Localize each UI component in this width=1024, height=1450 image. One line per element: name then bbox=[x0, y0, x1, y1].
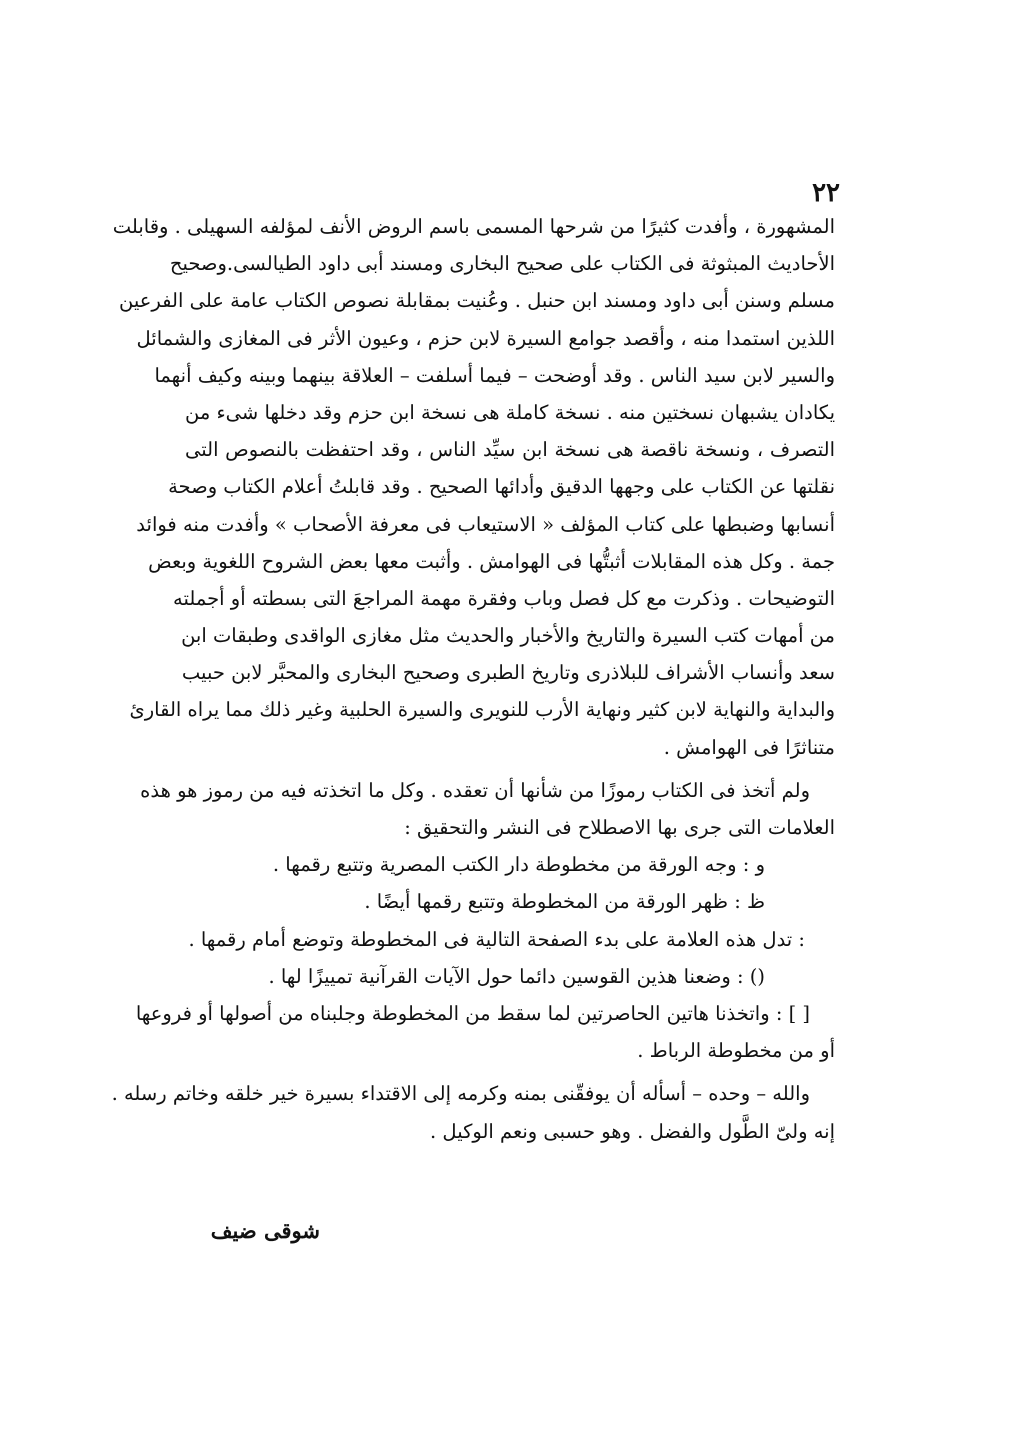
text-line: يكادان يشبهان نسختين منه . نسخة كاملة هى نسخة ابن حزم وقد دخلها شىء من bbox=[185, 400, 835, 424]
text-line: سعد وأنساب الأشراف للبلاذرى وتاريخ الطبرى وصحيح البخارى والمحبَّر لابن حبيب bbox=[181, 661, 835, 685]
text-line: التوضيحات . وذكرت مع كل فصل وباب وفقرة مهمة المراجعَ التى بسطته أو أجملته bbox=[173, 586, 835, 610]
text-line: المشهورة ، وأفدت كثيرًا من شرحها المسمى باسم الروض الأنف لمؤلفه السهيلى . وقابلت bbox=[112, 215, 835, 238]
text-line: من أمهات كتب السيرة والتاريخ والأخبار والحديث مثل مغازى الواقدى وطبقات ابن bbox=[181, 624, 835, 648]
text-line: نقلتها عن الكتاب على وجهها الدقيق وأدائها الصحيح . وقد قابلتُ أعلام الكتاب وصحة bbox=[168, 475, 835, 499]
author-signature: شوقى ضيف bbox=[210, 1218, 320, 1243]
page-number: ٢٢ bbox=[812, 178, 840, 208]
text-line: والسير لابن سيد الناس . وقد أوضحت – فيما أسلفت – العلاقة بينهما وبينه وكيف أنهما bbox=[154, 363, 835, 387]
body-text bbox=[111, 208, 835, 1150]
text-line: والله – وحده – أسأله أن يوفقّنى بمنه وكرمه إلى الاقتداء بسيرة خير خلقه وخاتم رسله . bbox=[111, 1082, 810, 1106]
text-line: أو من مخطوطة الرباط . bbox=[637, 1039, 835, 1063]
text-line: العلامات التى جرى بها الاصطلاح فى النشر والتحقيق : bbox=[404, 816, 835, 839]
text-line: اللذين استمدا منه ، وأقصد جوامع السيرة لابن حزم ، وعيون الأثر فى المغازى والشمائل bbox=[136, 326, 835, 350]
text-line: الأحاديث المبثوثة فى الكتاب على صحيح البخارى ومسند أبى داود الطيالسى.وصحيح bbox=[169, 252, 835, 276]
text-line: متناثرًا فى الهوامش . bbox=[663, 735, 835, 759]
text-line: أنسابها وضبطها على كتاب المؤلف « الاستيعاب فى معرفة الأصحاب » وأفدت منه فوائد bbox=[136, 512, 835, 536]
text-line: ولم أتخذ فى الكتاب رموزًا من شأنها أن تعقده . وكل ما اتخذته فيه من رموز هو هذه bbox=[140, 778, 810, 802]
text-line: مسلم وسنن أبى داود ومسند ابن حنبل . وعُنيت بمقابلة نصوص الكتاب عامة على الفرعين bbox=[119, 289, 835, 313]
symbol-line-page-mark: : تدل هذه العلامة على بدء الصفحة التالية فى المخطوطة وتوضع أمام رقمها . bbox=[188, 927, 805, 951]
symbol-line-brackets: [ ] : واتخذنا هاتين الحاصرتين لما سقط من المخطوطة وجلبناه من أصولها أو فروعها bbox=[135, 1001, 810, 1025]
symbol-line-wajh: و : وجه الورقة من مخطوطة دار الكتب المصرية وتتبع رقمها . bbox=[272, 853, 765, 877]
text-line: جمة . وكل هذه المقابلات أثبتُّها فى الهوامش . وأثبت معها بعض الشروح اللغوية وبعض bbox=[148, 549, 835, 573]
symbol-line-zahr: ظ : ظهر الورقة من المخطوطة وتتبع رقمها أيضًا . bbox=[364, 890, 765, 914]
text-line: والبداية والنهاية لابن كثير ونهاية الأرب للنويرى والسيرة الحلبية وغير ذلك مما يراه القارئ bbox=[129, 698, 835, 722]
text-line: إنه ولىّ الطَّول والفضل . وهو حسبى ونعم الوكيل . bbox=[430, 1119, 835, 1143]
text-line: التصرف ، ونسخة ناقصة هى نسخة ابن سيِّد الناس ، وقد احتفظت بالنصوص التى bbox=[185, 438, 835, 462]
symbol-line-parentheses: () : وضعنا هذين القوسين دائما حول الآيات القرآنية تمييزًا لها . bbox=[268, 964, 765, 988]
